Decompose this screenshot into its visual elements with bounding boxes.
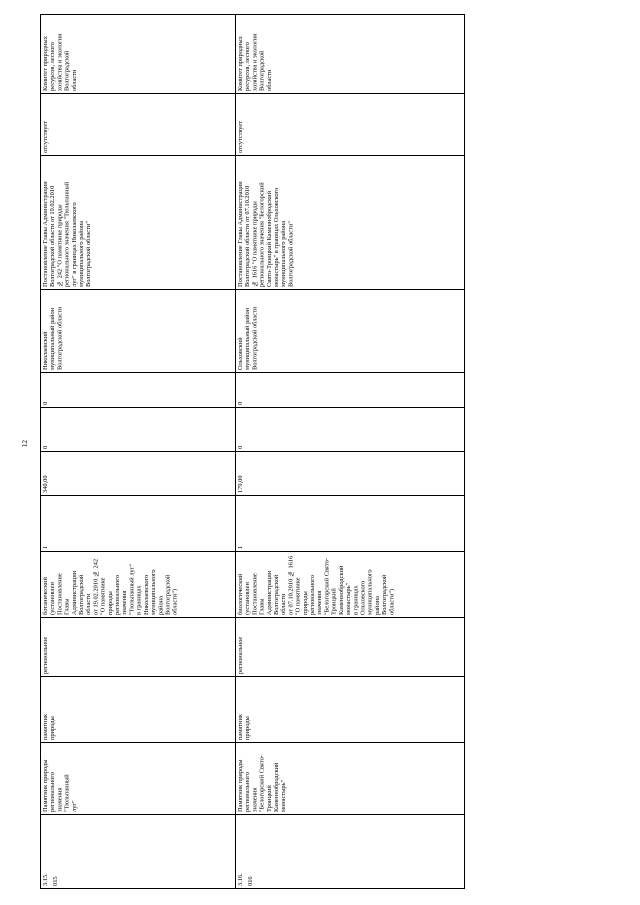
responsible-authority: Комитет природных ресурсов, лесного хозяйства и экологии Волгоградской области — [42, 33, 78, 91]
col-line — [40, 676, 465, 677]
protection-regime: отсутствует — [42, 121, 49, 153]
area-ha: 340,00 — [42, 475, 49, 493]
object-category: памятник природы — [237, 714, 252, 740]
object-category: памятник природы — [42, 714, 57, 740]
buffer-zone: 0 — [237, 445, 244, 449]
location: Ольховский муниципальный район Волгоградской области — [237, 306, 259, 370]
col-line — [40, 742, 465, 743]
col-line — [40, 551, 465, 552]
col-line — [40, 407, 465, 408]
col-line — [40, 814, 465, 815]
clusters-count: 1 — [237, 545, 244, 549]
location: Николаевский муниципальный район Волгоградской области — [42, 306, 64, 370]
buffer-zone: 0 — [42, 445, 49, 449]
founding-document: Постановление Главы Администрации Волгоградской области от 19.02.2010 № 242 "О памятнике природы регионального значения "Тюльпанный луг" в границах Николаевского муниципального района Волгоградской области" — [42, 181, 93, 287]
profile: ботанический (установлен Постановление Главы Администрации Волгоградской области от 19.02.2010 № 242 "О памятнике природы регионального значения "Тюльпанный луг" в границах Николаевского муниципального района Волгоградской области") — [42, 558, 179, 615]
col-line — [40, 617, 465, 618]
buffer-zone-2: 0 — [42, 401, 49, 405]
protection-regime: отсутствует — [237, 121, 244, 153]
table-border-top — [40, 14, 465, 15]
responsible-authority: Комитет природных ресурсов, лесного хозяйства и экологии Волгоградской области — [237, 33, 273, 91]
page-number: 12 — [21, 440, 29, 447]
buffer-zone-2: 0 — [237, 401, 244, 405]
profile: биологический (установлен Постановление Главы Администрации Волгоградской области от 07.10.2010 № 1616 "О памятнике природы регионального значения "Белогорский Свято- Троицкий Каменнобродский монастырь" в границах Ольховского муниципального района Волгоградской области") — [237, 555, 396, 615]
object-name: Памятник природы регионального значения "Тюльпанный луг" — [42, 759, 78, 812]
row-number: 3.16. — [237, 873, 244, 886]
object-code: 016 — [247, 876, 254, 886]
object-code: 015 — [52, 876, 59, 886]
clusters-count: 1 — [42, 545, 49, 549]
significance: региональное — [42, 636, 49, 674]
col-line — [40, 495, 465, 496]
col-line — [40, 372, 465, 373]
col-line — [40, 93, 465, 94]
table — [40, 14, 465, 889]
founding-document: Постановление Главы Администрации Волгоградской области от 07.10.2010 № 1616 "О памятнике природы регионального значения "Белогорский Свято-Троицкий Каменнобродский монастырь" в границах Ольховского муниципального района Волгоградской области" — [237, 181, 295, 287]
significance: региональное — [237, 636, 244, 674]
row-number: 3.15. — [42, 873, 49, 886]
object-name: Памятник природы регионального значения "Белогорский Свято- Троицкий Каменнобродский монастырь" — [237, 755, 288, 812]
table-border-bottom — [40, 888, 465, 889]
area-ha: 179,00 — [237, 475, 244, 493]
col-line — [40, 289, 465, 290]
col-line — [40, 451, 465, 452]
col-line — [40, 155, 465, 156]
